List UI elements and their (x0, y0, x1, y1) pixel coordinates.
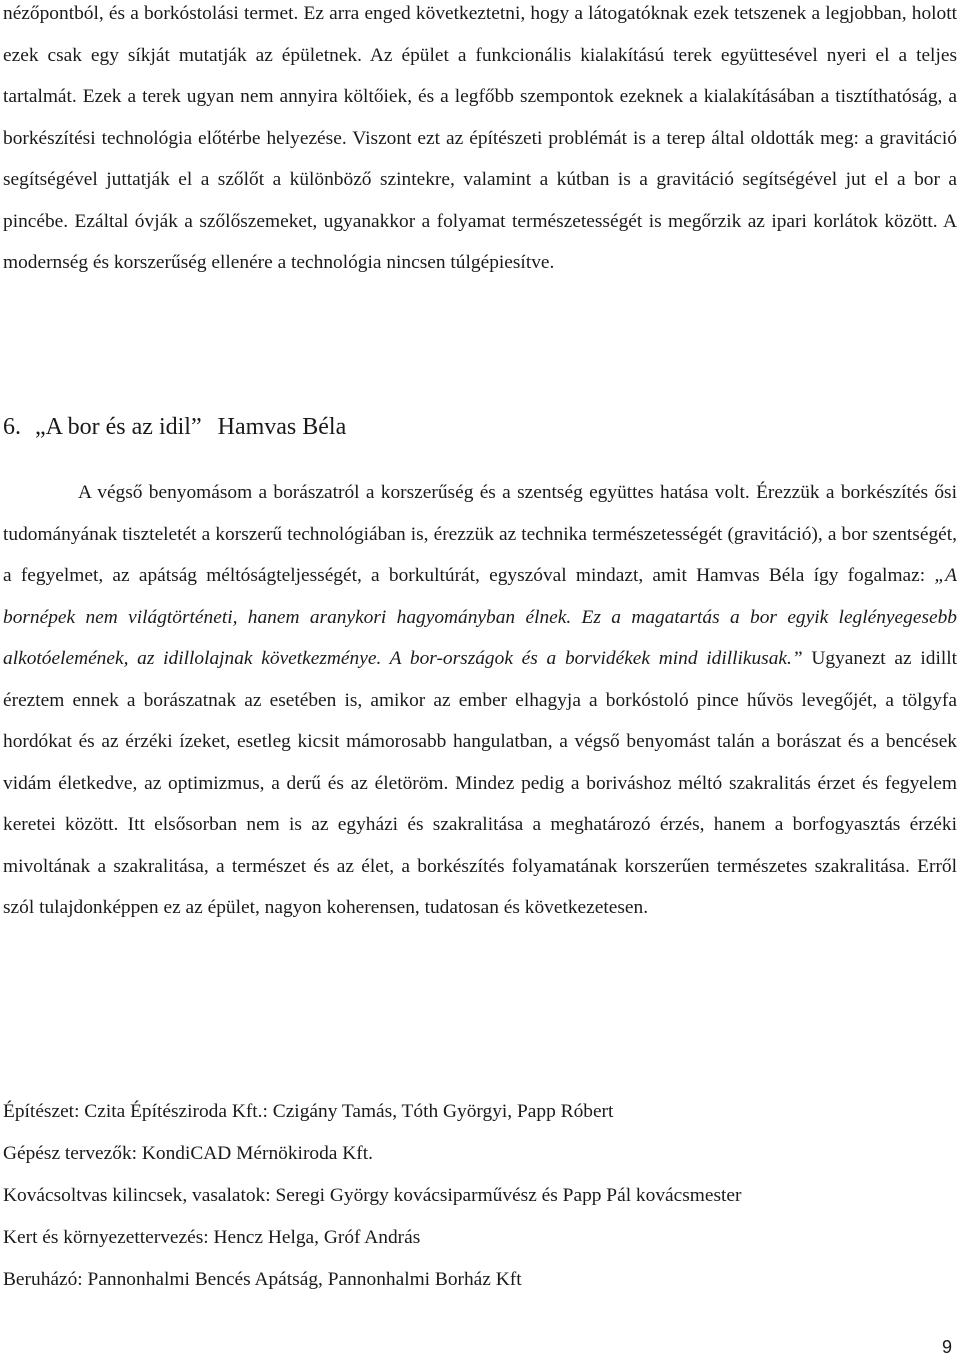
section-number: 6. (3, 414, 21, 440)
credit-line: Gépész tervezők: KondiCAD Mérnökiroda Kft. (3, 1143, 373, 1164)
hamvas-quote: „A bornépek nem világtörténeti, hanem aranykori hagyományban élnek. Ez a magatartás a bor egyik leglényegesebb alkotóelemének, az idillolajnak következménye. A bor-országok és a borvidékek mind idillikusak.” (3, 565, 957, 669)
body-paragraph: nézőpontból, és a borkóstolási termet. Ez arra enged következtetni, hogy a látogatóknak ezek tetszenek a legjobban, holott ezek csak egy síkját mutatják az épületnek. Az épület a funkcionális kialakítású terek együttesével nyeri el a teljes tartalmát. Ezek a terek ugyan nem annyira költőiek, és a legfőbb szempontok ezeknek a kialakításában a tisztíthatóság, a borkészítési technológia előtérbe helyezése. Viszont ezt az építészeti problémát is a terep által oldották meg: a gravitáció segítségével juttatják el a szőlőt a különböző szintekre, valamint a kútban is a gravitáció segítségével jut el a bor a pincébe. Ezáltal óvják a szőlőszemeket, ugyanakkor a folyamat természetességét is megőrzik az ipari korlátok között. A modernség és korszerűség ellenére a technológia nincsen túlgépiesítve. (3, 3, 957, 273)
body-paragraph (3, 472, 957, 929)
credit-line: Építészet: Czita Építésziroda Kft.: Czigány Tamás, Tóth Györgyi, Papp Róbert (3, 1101, 614, 1122)
credit-line: Kert és környezettervezés: Hencz Helga, Gróf András (3, 1227, 421, 1248)
credits-list (3, 1091, 957, 1301)
paragraph-text: Ugyanezt az idillt éreztem ennek a borászatnak az esetében is, amikor az ember elhagyja a borkóstoló pince hűvös levegőjét, a tölgyfa hordókat és az érzéki ízeket, esetleg kicsit mámorosabb hangulatban, a végső benyomást talán a borászat és a bencések vidám életkedve, az optimizmus, a derű és az életöröm. Mindez pedig a boriváshoz méltó szakralitás érzet és fegyelem keretei között. Itt elsősorban nem is az egyházi és szakralitása a meghatározó érzés, hanem a borfogyasztás érzéki mivoltának a szakralitása, a természet és az élet, a borkészítés folyamatának korszerűen természetes szakralitása. Erről szól tulajdonképpen ez az épület, nagyon koherensen, tudatosan és következetesen. (3, 648, 957, 918)
credit-line: Beruházó: Pannonhalmi Bencés Apátság, Pannonhalmi Borház Kft (3, 1269, 522, 1290)
section-title: „A bor és az idil” (35, 414, 202, 440)
page-number: 9 (941, 1337, 952, 1357)
credit-line: Kovácsoltvas kilincsek, vasalatok: Seregi György kovácsiparművész és Papp Pál kovácsmester (3, 1185, 742, 1206)
section-heading (3, 407, 957, 447)
paragraph-text: A végső benyomásom a borászatról a korszerűség és a szentség együttes hatása volt. Érezzük a borkészítés ősi tudományának tiszteletét a korszerű technológiában is, érezzük az technika természetességét (gravitáció), a bor szentségét, a fegyelmet, az apátság méltóságteljességét, a borkultúrát, egyszóval mindazt, amit Hamvas Béla így fogalmaz: (3, 482, 957, 586)
section-author: Hamvas Béla (217, 414, 347, 440)
